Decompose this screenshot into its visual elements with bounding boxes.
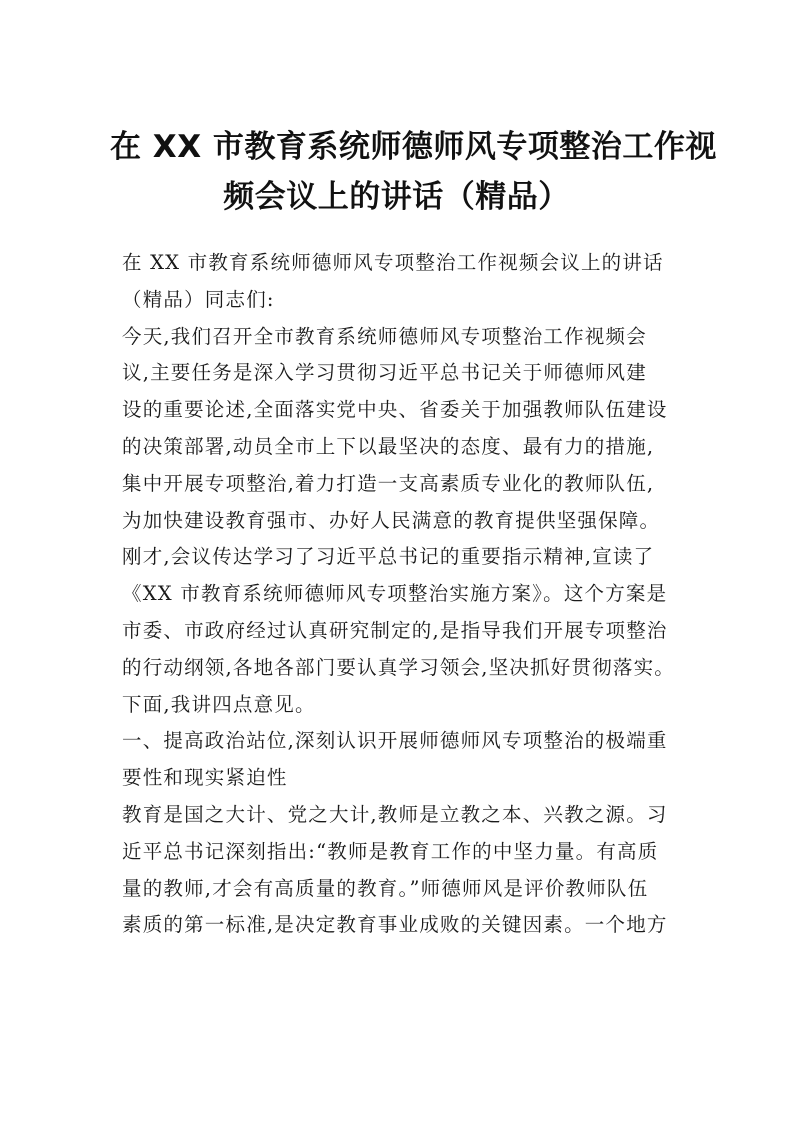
body-line: 的行动纲领,各地各部门要认真学习领会,坚决抓好贯彻落实。: [122, 655, 675, 679]
body-line: 教育是国之大计、党之大计,教师是立教之本、兴教之源。习: [122, 802, 668, 826]
body-line: 市委、市政府经过认真研究制定的,是指导我们开展专项整治: [122, 618, 668, 642]
body-line: 要性和现实紧迫性: [122, 766, 288, 790]
body-line: 刚才,会议传达学习了习近平总书记的重要指示精神,宣读了: [122, 545, 655, 569]
body-line: 设的重要论述,全面落实党中央、省委关于加强教师队伍建设: [122, 398, 668, 422]
body-line: 素质的第一标准,是决定教育事业成败的关键因素。一个地方: [122, 913, 668, 937]
body-line: （精品）同志们:: [122, 287, 275, 311]
body-line: 的决策部署,动员全市上下以最坚决的态度、最有力的措施,: [122, 434, 655, 458]
body-line: 《XX 市教育系统师德师风专项整治实施方案》。这个方案是: [122, 582, 668, 606]
body-line: 今天,我们召开全市教育系统师德师风专项整治工作视频会: [122, 324, 647, 348]
body-line: 为加快建设教育强市、办好人民满意的教育提供坚强保障。: [122, 508, 661, 532]
title-line: 在 XX 市教育系统师德师风专项整治工作视: [110, 129, 717, 165]
document-title: [110, 122, 717, 222]
title-line: 频会议上的讲话（精品）: [223, 179, 570, 215]
body-line: 近平总书记深刻指出:“教师是教育工作的中坚力量。有高质: [122, 839, 659, 863]
body-line: 议,主要任务是深入学习贯彻习近平总书记关于师德师风建: [122, 361, 647, 385]
document-body: [122, 245, 682, 944]
body-line: 一、提高政治站位,深刻认识开展师德师风专项整治的极端重: [122, 729, 668, 753]
body-line: 在 XX 市教育系统师德师风专项整治工作视频会议上的讲话: [122, 251, 664, 274]
body-line: 集中开展专项整治,着力打造一支高素质专业化的教师队伍,: [122, 471, 655, 495]
body-line: 下面,我讲四点意见。: [122, 692, 316, 716]
body-line: 量的教师,才会有高质量的教育。”师德师风是评价教师队伍: [122, 876, 649, 900]
